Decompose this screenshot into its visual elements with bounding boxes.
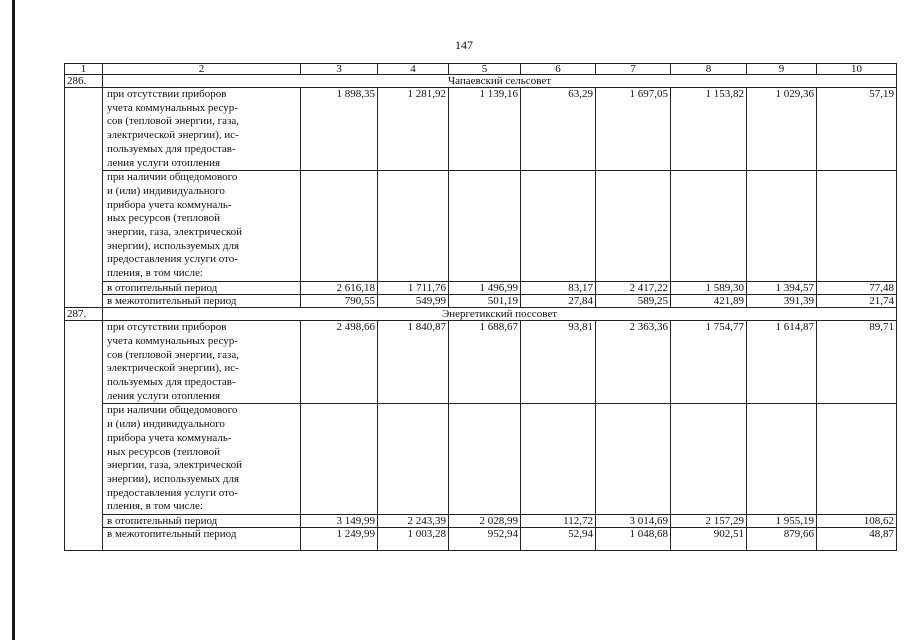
value-cell: 1 589,30	[671, 282, 747, 295]
empty-cell	[671, 404, 747, 515]
row-description: при отсутствии приборов учета коммунальных ресур- сов (тепловой энергии, газа, электрической энергии), ис- пользуемых для предостав- ления услуги отопления	[103, 321, 301, 404]
empty-cell	[521, 171, 596, 282]
value-cell: 1 614,87	[747, 321, 817, 404]
empty-cell	[671, 171, 747, 282]
column-header: 3	[301, 64, 378, 75]
value-cell: 2 157,29	[671, 515, 747, 528]
section-title-row	[65, 75, 897, 88]
value-cell: 589,25	[596, 295, 671, 308]
value-cell: 952,94	[449, 528, 521, 551]
value-cell: 1 249,99	[301, 528, 378, 551]
row-description: в межотопительный период	[103, 295, 301, 308]
value-cell: 1 394,57	[747, 282, 817, 295]
value-cell: 3 014,69	[596, 515, 671, 528]
empty-cell	[521, 404, 596, 515]
value-cell: 3 149,99	[301, 515, 378, 528]
empty-cell	[378, 404, 449, 515]
value-cell: 83,17	[521, 282, 596, 295]
value-cell: 2 363,36	[596, 321, 671, 404]
value-cell: 1 711,76	[378, 282, 449, 295]
column-header: 9	[747, 64, 817, 75]
table-header-row	[65, 64, 897, 75]
row-description: в отопительный период	[103, 515, 301, 528]
empty-cell	[378, 171, 449, 282]
section-title-row	[65, 308, 897, 321]
value-cell: 2 028,99	[449, 515, 521, 528]
value-cell: 2 498,66	[301, 321, 378, 404]
value-cell: 1 898,35	[301, 88, 378, 171]
value-cell: 57,19	[817, 88, 897, 171]
table-row	[65, 88, 897, 171]
value-cell: 1 688,67	[449, 321, 521, 404]
empty-cell	[596, 404, 671, 515]
value-cell: 1 697,05	[596, 88, 671, 171]
value-cell: 27,84	[521, 295, 596, 308]
region-name: Чапаевский сельсовет	[103, 75, 897, 88]
empty-cell	[817, 171, 897, 282]
value-cell: 1 048,68	[596, 528, 671, 551]
empty-cell	[817, 404, 897, 515]
table-row	[65, 295, 897, 308]
value-cell: 2 243,39	[378, 515, 449, 528]
value-cell: 1 139,16	[449, 88, 521, 171]
column-header: 1	[65, 64, 103, 75]
value-cell: 1 029,36	[747, 88, 817, 171]
column-header: 2	[103, 64, 301, 75]
empty-cell	[301, 171, 378, 282]
section-number: 287.	[65, 308, 103, 321]
value-cell: 89,71	[817, 321, 897, 404]
empty-cell	[449, 171, 521, 282]
value-cell: 1 153,82	[671, 88, 747, 171]
value-cell: 790,55	[301, 295, 378, 308]
tariff-table	[64, 63, 897, 551]
empty-cell	[301, 404, 378, 515]
value-cell: 1 955,19	[747, 515, 817, 528]
value-cell: 2 417,22	[596, 282, 671, 295]
column-header: 10	[817, 64, 897, 75]
value-cell: 1 496,99	[449, 282, 521, 295]
value-cell: 1 003,28	[378, 528, 449, 551]
column-header: 6	[521, 64, 596, 75]
row-description: при наличии общедомового и (или) индивидуального прибора учета коммуналь- ных ресурсов (тепловой энергии, газа, электрической энергии), используемых для предоставления услуги ото- пления, в том числе:	[103, 404, 301, 515]
value-cell: 1 281,92	[378, 88, 449, 171]
value-cell: 1 840,87	[378, 321, 449, 404]
row-description: в отопительный период	[103, 282, 301, 295]
value-cell: 421,89	[671, 295, 747, 308]
table-row	[65, 282, 897, 295]
value-cell: 391,39	[747, 295, 817, 308]
value-cell: 902,51	[671, 528, 747, 551]
value-cell: 108,62	[817, 515, 897, 528]
table-row	[65, 528, 897, 551]
value-cell: 21,74	[817, 295, 897, 308]
value-cell: 112,72	[521, 515, 596, 528]
empty-cell	[747, 171, 817, 282]
column-header: 8	[671, 64, 747, 75]
column-header: 5	[449, 64, 521, 75]
value-cell: 2 616,18	[301, 282, 378, 295]
column-header: 7	[596, 64, 671, 75]
value-cell: 501,19	[449, 295, 521, 308]
value-cell: 48,87	[817, 528, 897, 551]
empty-cell	[449, 404, 521, 515]
region-name: Энергетикский поссовет	[103, 308, 897, 321]
value-cell: 63,29	[521, 88, 596, 171]
page-number: 147	[455, 38, 473, 52]
empty-cell	[747, 404, 817, 515]
column-header: 4	[378, 64, 449, 75]
value-cell: 549,99	[378, 295, 449, 308]
empty-cell	[596, 171, 671, 282]
table-row	[65, 515, 897, 528]
table-row	[65, 321, 897, 404]
table-row	[65, 171, 897, 282]
number-cell	[65, 88, 103, 308]
number-cell	[65, 321, 103, 551]
value-cell: 879,66	[747, 528, 817, 551]
value-cell: 93,81	[521, 321, 596, 404]
row-description: при наличии общедомового и (или) индивидуального прибора учета коммуналь- ных ресурсов (тепловой энергии, газа, электрической энергии), используемых для предоставления услуги ото- пления, в том числе:	[103, 171, 301, 282]
scan-edge-line	[12, 0, 15, 640]
table-row	[65, 404, 897, 515]
row-description: в межотопительный период	[103, 528, 301, 551]
section-number: 286.	[65, 75, 103, 88]
value-cell: 77,48	[817, 282, 897, 295]
value-cell: 52,94	[521, 528, 596, 551]
row-description: при отсутствии приборов учета коммунальных ресур- сов (тепловой энергии, газа, электрической энергии), ис- пользуемых для предостав- ления услуги отопления	[103, 88, 301, 171]
value-cell: 1 754,77	[671, 321, 747, 404]
